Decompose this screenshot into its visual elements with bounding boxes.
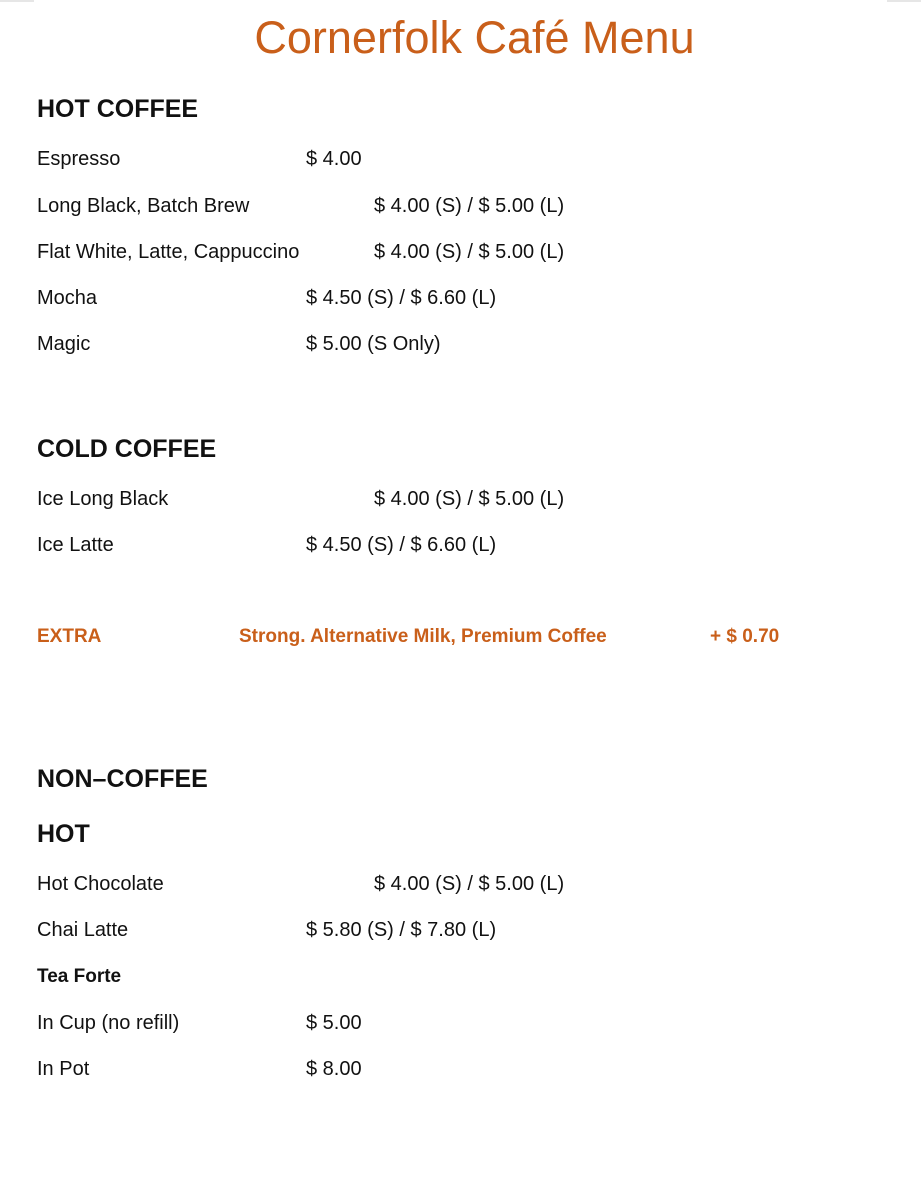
item-name: Espresso: [37, 148, 121, 170]
item-name: In Cup (no refill): [37, 1012, 180, 1034]
item-name: Hot Chocolate: [37, 873, 164, 895]
page-title: Cornerfolk Café Menu: [254, 12, 695, 63]
tea-forte-heading: Tea Forte: [37, 966, 122, 987]
item-price: $ 4.00 (S) / $ 5.00 (L): [374, 241, 565, 263]
item-price: $ 4.00 (S) / $ 5.00 (L): [374, 488, 565, 510]
item-price: $ 5.00 (S Only): [306, 333, 441, 355]
item-price: $ 4.00: [306, 148, 362, 170]
extra-label: EXTRA: [37, 626, 102, 647]
item-price: $ 4.00 (S) / $ 5.00 (L): [374, 195, 565, 217]
extra-description: Strong. Alternative Milk, Premium Coffee: [239, 626, 607, 647]
corner-mark-right: [887, 0, 921, 2]
item-name: Flat White, Latte, Cappuccino: [37, 241, 300, 263]
corner-mark-left: [0, 0, 34, 2]
item-name: Chai Latte: [37, 919, 129, 941]
item-price: $ 5.00: [306, 1012, 362, 1034]
extra-price: + $ 0.70: [710, 626, 780, 647]
item-name: Mocha: [37, 287, 98, 309]
item-price: $ 4.50 (S) / $ 6.60 (L): [306, 534, 497, 556]
non-coffee-heading: NON–COFFEE: [37, 765, 208, 793]
item-price: $ 4.50 (S) / $ 6.60 (L): [306, 287, 497, 309]
item-price: $ 4.00 (S) / $ 5.00 (L): [374, 873, 565, 895]
item-name: Ice Latte: [37, 534, 114, 556]
hot-subheading: HOT: [37, 820, 90, 848]
hot-coffee-heading: HOT COFFEE: [37, 95, 199, 123]
item-name: Long Black, Batch Brew: [37, 195, 250, 217]
item-price: $ 8.00: [306, 1058, 362, 1080]
item-name: In Pot: [37, 1058, 90, 1080]
item-name: Magic: [37, 333, 91, 355]
item-name: Ice Long Black: [37, 488, 169, 510]
cold-coffee-heading: COLD COFFEE: [37, 435, 217, 463]
item-price: $ 5.80 (S) / $ 7.80 (L): [306, 919, 497, 941]
